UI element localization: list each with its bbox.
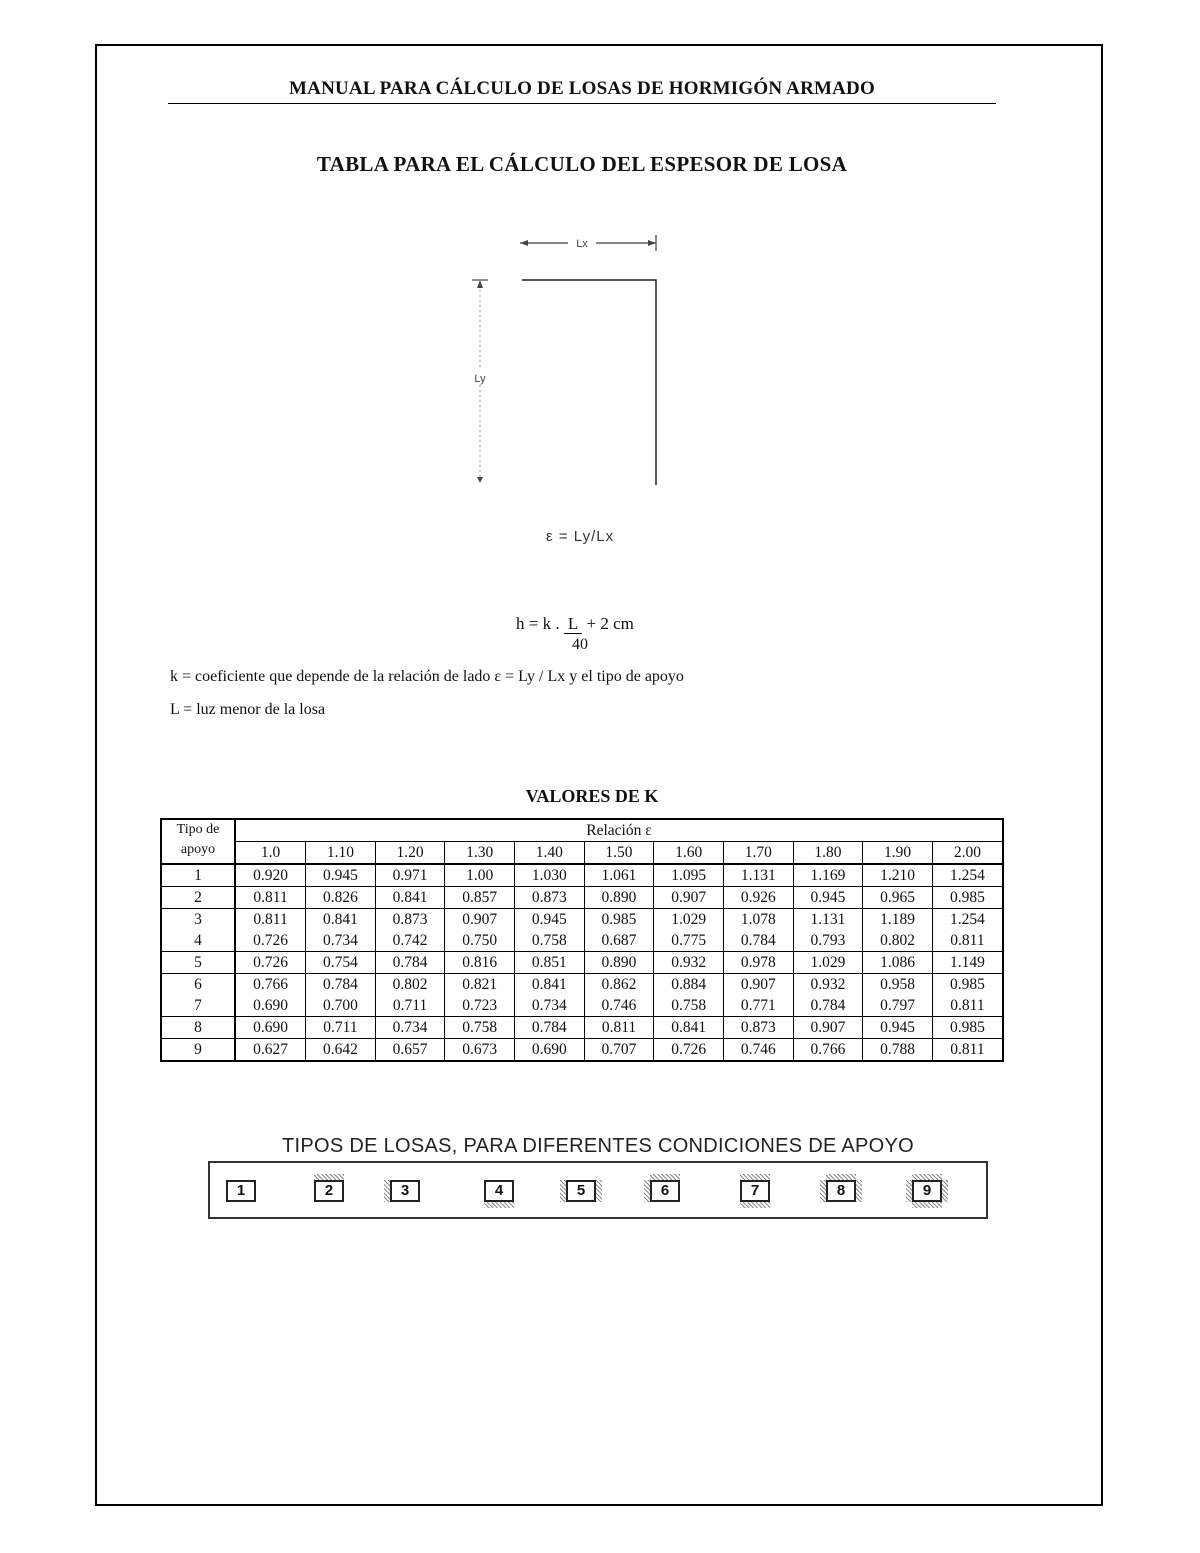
k-value-cell: 1.086 bbox=[863, 952, 933, 974]
k-value-cell: 0.726 bbox=[654, 1039, 724, 1062]
ratio-header-cell: 1.90 bbox=[863, 842, 933, 865]
k-value-cell: 0.851 bbox=[515, 952, 585, 974]
k-description: k = coeficiente que depende de la relación de lado ε = Ly / Lx y el tipo de apoyo bbox=[170, 668, 684, 685]
k-value-cell: 0.766 bbox=[793, 1039, 863, 1062]
k-value-cell: 1.254 bbox=[932, 909, 1003, 931]
section-title: TABLA PARA EL CÁLCULO DEL ESPESOR DE LOSA bbox=[316, 152, 848, 176]
k-value-cell: 1.254 bbox=[932, 864, 1003, 887]
ratio-header-cell: 2.00 bbox=[932, 842, 1003, 865]
k-value-cell: 0.985 bbox=[584, 909, 654, 931]
support-hatch bbox=[596, 1180, 602, 1202]
lx-label: Lx bbox=[576, 238, 588, 250]
table-row bbox=[161, 864, 1003, 887]
k-value-cell: 0.932 bbox=[793, 974, 863, 996]
k-value-cell: 0.985 bbox=[932, 1017, 1003, 1039]
k-value-cell: 1.169 bbox=[793, 864, 863, 887]
tipo-cell: 5 bbox=[161, 952, 235, 974]
k-value-cell: 0.734 bbox=[306, 930, 376, 952]
k-value-cell: 0.945 bbox=[306, 864, 376, 887]
k-value-cell: 0.985 bbox=[932, 974, 1003, 996]
slab-type-icon bbox=[308, 1174, 350, 1208]
slab-type-icon bbox=[734, 1174, 776, 1208]
table-row bbox=[161, 974, 1003, 996]
k-value-cell: 0.707 bbox=[584, 1039, 654, 1062]
k-value-cell: 0.841 bbox=[654, 1017, 724, 1039]
k-value-cell: 0.841 bbox=[306, 909, 376, 931]
slab-type-number: 8 bbox=[826, 1180, 856, 1202]
tipo-cell: 6 bbox=[161, 974, 235, 996]
k-value-cell: 0.758 bbox=[654, 995, 724, 1017]
slab-types-panel bbox=[208, 1161, 988, 1219]
k-value-cell: 0.920 bbox=[235, 864, 306, 887]
k-value-cell: 1.029 bbox=[654, 909, 724, 931]
k-value-cell: 0.793 bbox=[793, 930, 863, 952]
tipo-header: Tipo de apoyo bbox=[161, 819, 235, 864]
k-value-cell: 0.978 bbox=[723, 952, 793, 974]
k-value-cell: 0.690 bbox=[235, 1017, 306, 1039]
slab-type-icon bbox=[906, 1174, 948, 1208]
k-value-cell: 1.189 bbox=[863, 909, 933, 931]
ly-label: Ly bbox=[474, 373, 486, 385]
k-value-cell: 0.907 bbox=[445, 909, 515, 931]
k-value-cell: 0.775 bbox=[654, 930, 724, 952]
k-value-cell: 0.784 bbox=[375, 952, 445, 974]
support-hatch bbox=[484, 1202, 514, 1208]
k-value-cell: 0.687 bbox=[584, 930, 654, 952]
k-value-cell: 0.726 bbox=[235, 952, 306, 974]
k-value-cell: 0.788 bbox=[863, 1039, 933, 1062]
k-value-cell: 0.673 bbox=[445, 1039, 515, 1062]
slab-type-icon bbox=[560, 1174, 602, 1208]
k-value-cell: 1.131 bbox=[793, 909, 863, 931]
k-value-cell: 0.746 bbox=[584, 995, 654, 1017]
k-value-cell: 0.771 bbox=[723, 995, 793, 1017]
k-value-cell: 1.030 bbox=[515, 864, 585, 887]
slab-type-number: 3 bbox=[390, 1180, 420, 1202]
ratio-header-cell: 1.0 bbox=[235, 842, 306, 865]
k-value-cell: 0.711 bbox=[375, 995, 445, 1017]
tipo-cell: 4 bbox=[161, 930, 235, 952]
k-value-cell: 0.890 bbox=[584, 887, 654, 909]
slab-type-number: 2 bbox=[314, 1180, 344, 1202]
slab-dimension-diagram bbox=[440, 225, 680, 495]
k-values-body bbox=[161, 864, 1003, 1061]
k-value-cell: 0.958 bbox=[863, 974, 933, 996]
k-value-cell: 0.742 bbox=[375, 930, 445, 952]
k-value-cell: 0.971 bbox=[375, 864, 445, 887]
k-value-cell: 0.802 bbox=[375, 974, 445, 996]
k-value-cell: 0.932 bbox=[654, 952, 724, 974]
ratio-header-cell: 1.10 bbox=[306, 842, 376, 865]
k-value-cell: 1.131 bbox=[723, 864, 793, 887]
k-value-cell: 0.746 bbox=[723, 1039, 793, 1062]
slab-type-number: 7 bbox=[740, 1180, 770, 1202]
slab-type-number: 9 bbox=[912, 1180, 942, 1202]
slab-type-number: 4 bbox=[484, 1180, 514, 1202]
k-value-cell: 1.061 bbox=[584, 864, 654, 887]
k-values-table bbox=[160, 818, 1004, 1062]
k-value-cell: 0.734 bbox=[515, 995, 585, 1017]
ratio-header-cell: 1.60 bbox=[654, 842, 724, 865]
header-divider bbox=[168, 103, 996, 104]
k-value-cell: 0.890 bbox=[584, 952, 654, 974]
slab-type-icon bbox=[820, 1174, 862, 1208]
l-description: L = luz menor de la losa bbox=[170, 701, 326, 718]
slab-type-icon bbox=[384, 1174, 426, 1208]
k-value-cell: 0.945 bbox=[515, 909, 585, 931]
k-value-cell: 0.797 bbox=[863, 995, 933, 1017]
ratio-header-cell: 1.40 bbox=[515, 842, 585, 865]
k-value-cell: 1.029 bbox=[793, 952, 863, 974]
slab-type-icon bbox=[478, 1174, 520, 1208]
k-value-cell: 0.965 bbox=[863, 887, 933, 909]
k-value-cell: 0.802 bbox=[863, 930, 933, 952]
k-value-cell: 0.816 bbox=[445, 952, 515, 974]
ratio-header-cell: 1.30 bbox=[445, 842, 515, 865]
k-value-cell: 0.723 bbox=[445, 995, 515, 1017]
k-value-cell: 0.642 bbox=[306, 1039, 376, 1062]
k-value-cell: 0.784 bbox=[515, 1017, 585, 1039]
k-value-cell: 0.766 bbox=[235, 974, 306, 996]
thickness-formula-lhs: h = k . bbox=[516, 614, 560, 633]
k-value-cell: 0.754 bbox=[306, 952, 376, 974]
support-hatch bbox=[942, 1180, 948, 1202]
k-value-cell: 0.857 bbox=[445, 887, 515, 909]
ratio-header-cell: 1.80 bbox=[793, 842, 863, 865]
k-value-cell: 0.784 bbox=[793, 995, 863, 1017]
k-value-cell: 0.826 bbox=[306, 887, 376, 909]
k-value-cell: 0.811 bbox=[235, 887, 306, 909]
k-value-cell: 0.945 bbox=[793, 887, 863, 909]
k-value-cell: 1.00 bbox=[445, 864, 515, 887]
table-row bbox=[161, 995, 1003, 1017]
k-value-cell: 0.907 bbox=[654, 887, 724, 909]
k-value-cell: 0.873 bbox=[723, 1017, 793, 1039]
k-value-cell: 0.945 bbox=[863, 1017, 933, 1039]
table-row bbox=[161, 909, 1003, 931]
slab-type-number: 5 bbox=[566, 1180, 596, 1202]
header-title: MANUAL PARA CÁLCULO DE LOSAS DE HORMIGÓN ARMADO bbox=[289, 78, 875, 99]
k-value-cell: 0.811 bbox=[932, 1039, 1003, 1062]
k-value-cell: 0.726 bbox=[235, 930, 306, 952]
k-value-cell: 0.627 bbox=[235, 1039, 306, 1062]
tipo-cell: 1 bbox=[161, 864, 235, 887]
k-value-cell: 0.907 bbox=[723, 974, 793, 996]
table-row bbox=[161, 930, 1003, 952]
k-value-cell: 0.873 bbox=[375, 909, 445, 931]
support-hatch bbox=[856, 1180, 862, 1202]
tipo-cell: 9 bbox=[161, 1039, 235, 1062]
ratio-header-cell: 1.70 bbox=[723, 842, 793, 865]
table-title: VALORES DE K bbox=[525, 786, 659, 806]
k-value-cell: 0.690 bbox=[515, 1039, 585, 1062]
k-value-cell: 0.784 bbox=[306, 974, 376, 996]
k-value-cell: 0.841 bbox=[375, 887, 445, 909]
k-value-cell: 0.811 bbox=[932, 930, 1003, 952]
tipo-cell: 3 bbox=[161, 909, 235, 931]
tipo-cell: 2 bbox=[161, 887, 235, 909]
thickness-formula bbox=[516, 614, 634, 653]
k-value-cell: 0.873 bbox=[515, 887, 585, 909]
table-row bbox=[161, 1039, 1003, 1062]
slab-type-number: 1 bbox=[226, 1180, 256, 1202]
k-value-cell: 1.078 bbox=[723, 909, 793, 931]
ratio-header-cell: 1.50 bbox=[584, 842, 654, 865]
k-value-cell: 0.711 bbox=[306, 1017, 376, 1039]
slab-type-icon bbox=[644, 1174, 686, 1208]
ratio-header-row bbox=[161, 842, 1003, 865]
k-value-cell: 0.700 bbox=[306, 995, 376, 1017]
k-value-cell: 0.734 bbox=[375, 1017, 445, 1039]
slab-type-number: 6 bbox=[650, 1180, 680, 1202]
k-value-cell: 1.210 bbox=[863, 864, 933, 887]
k-value-cell: 0.926 bbox=[723, 887, 793, 909]
table-row bbox=[161, 952, 1003, 974]
support-hatch bbox=[912, 1202, 942, 1208]
k-value-cell: 0.821 bbox=[445, 974, 515, 996]
k-value-cell: 0.758 bbox=[515, 930, 585, 952]
relacion-header: Relación ε bbox=[235, 819, 1003, 842]
k-value-cell: 1.149 bbox=[932, 952, 1003, 974]
k-value-cell: 0.811 bbox=[584, 1017, 654, 1039]
k-value-cell: 0.884 bbox=[654, 974, 724, 996]
k-value-cell: 0.811 bbox=[932, 995, 1003, 1017]
k-value-cell: 0.841 bbox=[515, 974, 585, 996]
ratio-header-cell: 1.20 bbox=[375, 842, 445, 865]
k-value-cell: 0.985 bbox=[932, 887, 1003, 909]
slab-types-title: TIPOS DE LOSAS, PARA DIFERENTES CONDICIONES DE APOYO bbox=[281, 1135, 915, 1157]
support-hatch bbox=[740, 1202, 770, 1208]
k-value-cell: 0.758 bbox=[445, 1017, 515, 1039]
tipo-cell: 8 bbox=[161, 1017, 235, 1039]
k-value-cell: 0.862 bbox=[584, 974, 654, 996]
thickness-formula-denominator: 40 bbox=[572, 636, 588, 653]
k-value-cell: 0.690 bbox=[235, 995, 306, 1017]
thickness-formula-tail: + 2 cm bbox=[586, 614, 634, 633]
k-value-cell: 1.095 bbox=[654, 864, 724, 887]
k-value-cell: 0.811 bbox=[235, 909, 306, 931]
k-value-cell: 0.784 bbox=[723, 930, 793, 952]
table-row bbox=[161, 1017, 1003, 1039]
slab-type-icon bbox=[220, 1174, 262, 1208]
k-value-cell: 0.907 bbox=[793, 1017, 863, 1039]
ratio-formula: ε = Ly/Lx bbox=[546, 528, 615, 545]
tipo-cell: 7 bbox=[161, 995, 235, 1017]
k-value-cell: 0.657 bbox=[375, 1039, 445, 1062]
k-value-cell: 0.750 bbox=[445, 930, 515, 952]
table-row bbox=[161, 887, 1003, 909]
thickness-formula-numerator: L bbox=[564, 615, 582, 634]
